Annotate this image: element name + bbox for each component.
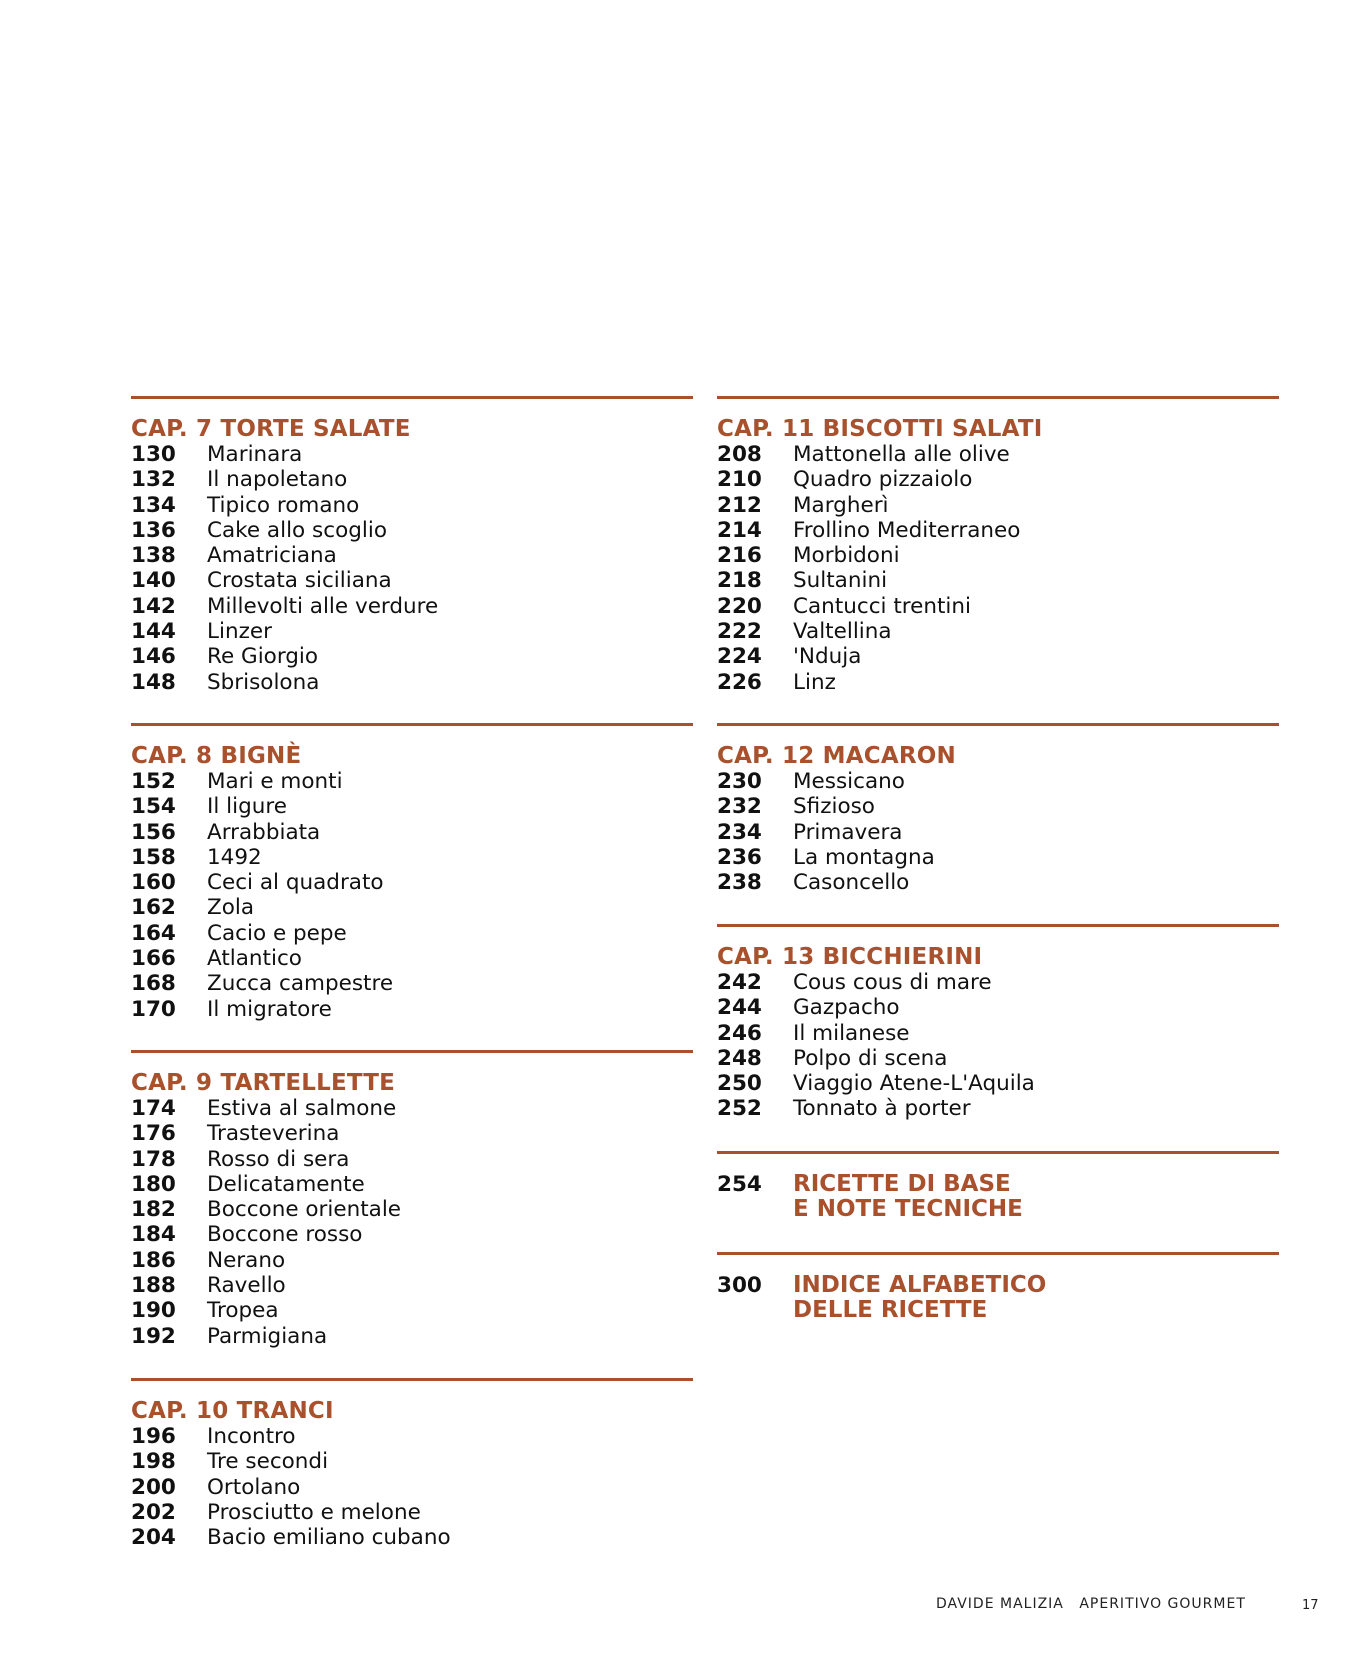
toc-entry — [131, 1121, 693, 1146]
recipe-title: Valtellina — [793, 619, 892, 645]
recipe-title: Ravello — [207, 1273, 286, 1299]
toc-entry — [131, 1197, 693, 1222]
toc-entry — [717, 670, 1279, 695]
page-number: 250 — [717, 1071, 762, 1097]
toc-entry — [717, 493, 1279, 518]
recipe-title: Atlantico — [207, 946, 302, 972]
appendix-section — [717, 1151, 1279, 1222]
recipe-title: Frollino Mediterraneo — [793, 517, 1021, 543]
toc-entry — [131, 670, 693, 695]
page-number: 198 — [131, 1449, 176, 1475]
recipe-title: Il ligure — [207, 794, 287, 820]
chapter-heading: CAP. 10 TRANCI — [131, 1398, 334, 1424]
recipe-title: Il napoletano — [207, 467, 348, 493]
recipe-title: Incontro — [207, 1424, 296, 1449]
toc-entry — [131, 568, 693, 593]
toc-entry — [131, 1324, 693, 1349]
recipe-title: Gazpacho — [793, 995, 900, 1021]
recipe-title: Rosso di sera — [207, 1146, 350, 1172]
recipe-title: Sultanini — [793, 568, 888, 594]
toc-entry — [717, 568, 1279, 593]
recipe-title: Sfizioso — [793, 794, 875, 820]
recipe-title: 1492 — [207, 844, 262, 870]
toc-entry — [131, 870, 693, 895]
page-number: 196 — [131, 1424, 176, 1449]
page-number: 184 — [131, 1222, 176, 1248]
toc-entry — [131, 493, 693, 518]
page-number: 140 — [131, 568, 176, 594]
page-number: 144 — [131, 619, 176, 645]
section-divider — [131, 723, 693, 726]
recipe-title: Morbidoni — [793, 543, 900, 569]
page-number: 230 — [717, 769, 762, 794]
toc-entry — [131, 1500, 693, 1525]
chapter-heading: CAP. 9 TARTELLETTE — [131, 1070, 396, 1096]
chapter-heading: CAP. 8 BIGNÈ — [131, 743, 302, 769]
page-number: 192 — [131, 1323, 176, 1349]
recipe-title: Mari e monti — [207, 769, 343, 794]
toc-entry — [717, 995, 1279, 1020]
page-number: 130 — [131, 442, 176, 467]
appendix-title-continued: DELLE RICETTE — [793, 1297, 988, 1323]
toc-entry — [717, 1071, 1279, 1096]
page-number: 156 — [131, 819, 176, 845]
page-number: 146 — [131, 644, 176, 670]
chapter-section — [717, 396, 1279, 695]
recipe-title: Ceci al quadrato — [207, 870, 384, 896]
toc-entry — [131, 921, 693, 946]
section-divider — [717, 1151, 1279, 1154]
toc-entry — [131, 1525, 693, 1550]
page-number: 186 — [131, 1247, 176, 1273]
toc-entry — [717, 644, 1279, 669]
page-number: 204 — [131, 1525, 176, 1551]
toc-entry — [131, 594, 693, 619]
toc-entry — [131, 971, 693, 996]
page-number: 222 — [717, 619, 762, 645]
toc-entry — [131, 1248, 693, 1273]
page-number: 246 — [717, 1020, 762, 1046]
page-number: 202 — [131, 1499, 176, 1525]
recipe-title: Viaggio Atene-L'Aquila — [793, 1071, 1035, 1097]
page-number: 148 — [131, 669, 176, 695]
recipe-title: Bacio emiliano cubano — [207, 1525, 451, 1551]
appendix-section — [717, 1252, 1279, 1323]
toc-entry — [131, 1147, 693, 1172]
chapter-heading: CAP. 11 BISCOTTI SALATI — [717, 416, 1043, 442]
footer-author: DAVIDE MALIZIA — [936, 1596, 1064, 1612]
toc-entry — [717, 845, 1279, 870]
page-number: 210 — [717, 467, 762, 493]
page-number: 142 — [131, 593, 176, 619]
chapter-section — [131, 1378, 693, 1550]
section-divider — [131, 1378, 693, 1381]
page-number: 218 — [717, 568, 762, 594]
toc-entry — [131, 820, 693, 845]
toc-entry — [131, 518, 693, 543]
page-number: 188 — [131, 1273, 176, 1299]
recipe-title: Estiva al salmone — [207, 1096, 397, 1121]
toc-entry — [131, 946, 693, 971]
toc-entry — [717, 442, 1279, 467]
page-number: 138 — [131, 543, 176, 569]
page-number: 212 — [717, 492, 762, 518]
page-number: 136 — [131, 517, 176, 543]
page-number: 170 — [131, 996, 176, 1022]
page-number: 174 — [131, 1096, 176, 1121]
chapter-heading: CAP. 7 TORTE SALATE — [131, 416, 411, 442]
chapter-section — [131, 723, 693, 1022]
page-number: 220 — [717, 593, 762, 619]
recipe-title: Nerano — [207, 1247, 286, 1273]
recipe-title: Trasteverina — [207, 1121, 340, 1147]
toc-entry — [131, 1298, 693, 1323]
page-number: 178 — [131, 1146, 176, 1172]
recipe-title: Tre secondi — [207, 1449, 329, 1475]
page-number: 214 — [717, 517, 762, 543]
recipe-title: Millevolti alle verdure — [207, 593, 439, 619]
page-number: 238 — [717, 870, 762, 896]
toc-entry — [717, 794, 1279, 819]
footer-book-title: APERITIVO GOURMET — [1079, 1596, 1246, 1612]
toc-entry — [131, 1273, 693, 1298]
page-number: 216 — [717, 543, 762, 569]
chapter-section — [131, 396, 693, 695]
toc-entry — [131, 895, 693, 920]
recipe-title: Mattonella alle olive — [793, 442, 1010, 467]
chapter-section — [717, 723, 1279, 895]
page-number: 176 — [131, 1121, 176, 1147]
page-number: 232 — [717, 794, 762, 820]
recipe-title: Delicatamente — [207, 1171, 365, 1197]
toc-entry — [131, 997, 693, 1022]
page-number: 254 — [717, 1172, 762, 1197]
recipe-title: Margherì — [793, 492, 889, 518]
toc-entry — [717, 1021, 1279, 1046]
recipe-title: Casoncello — [793, 870, 910, 896]
section-divider — [717, 924, 1279, 927]
toc-entry — [131, 1222, 693, 1247]
section-divider — [717, 1252, 1279, 1255]
page-number: 182 — [131, 1197, 176, 1223]
page-number: 236 — [717, 844, 762, 870]
recipe-title: Tropea — [207, 1298, 279, 1324]
folio-page-number: 17 — [1302, 1598, 1319, 1613]
toc-entry — [717, 543, 1279, 568]
recipe-title: Polpo di scena — [793, 1045, 948, 1071]
recipe-title: Il milanese — [793, 1020, 910, 1046]
toc-entry — [131, 769, 693, 794]
toc-entry — [717, 870, 1279, 895]
chapter-section — [131, 1050, 693, 1349]
page-number: 300 — [717, 1273, 762, 1298]
running-footer — [936, 1596, 1256, 1612]
page-number: 208 — [717, 442, 762, 467]
recipe-title: Marinara — [207, 442, 303, 467]
page-number: 160 — [131, 870, 176, 896]
toc-entry — [717, 619, 1279, 644]
recipe-title: Zucca campestre — [207, 971, 394, 997]
recipe-title: Cacio e pepe — [207, 920, 347, 946]
recipe-title: Sbrisolona — [207, 669, 320, 695]
page-number: 244 — [717, 995, 762, 1021]
recipe-title: Re Giorgio — [207, 644, 319, 670]
toc-entry — [131, 845, 693, 870]
recipe-title: 'Nduja — [793, 644, 862, 670]
recipe-title: Primavera — [793, 819, 903, 845]
recipe-title: Il migratore — [207, 996, 332, 1022]
page-number: 180 — [131, 1171, 176, 1197]
page-number: 166 — [131, 946, 176, 972]
toc-entry — [131, 467, 693, 492]
page-number: 190 — [131, 1298, 176, 1324]
page-number: 200 — [131, 1474, 176, 1500]
toc-entry — [717, 1096, 1279, 1121]
toc-entry — [131, 1096, 693, 1121]
page-number: 134 — [131, 492, 176, 518]
recipe-title: Ortolano — [207, 1474, 301, 1500]
page-number: 152 — [131, 769, 176, 794]
toc-entry — [131, 1424, 693, 1449]
page-number: 248 — [717, 1045, 762, 1071]
section-divider — [717, 396, 1279, 399]
page-number: 234 — [717, 819, 762, 845]
toc-entry — [131, 619, 693, 644]
appendix-title-continued: E NOTE TECNICHE — [793, 1196, 1023, 1222]
recipe-title: Cantucci trentini — [793, 593, 971, 619]
page-number: 132 — [131, 467, 176, 493]
recipe-title: Cous cous di mare — [793, 970, 992, 995]
recipe-title: Tonnato à porter — [793, 1096, 971, 1122]
page-number: 242 — [717, 970, 762, 995]
recipe-title: Cake allo scoglio — [207, 517, 387, 543]
section-divider — [131, 1050, 693, 1053]
toc-entry — [717, 970, 1279, 995]
section-divider — [131, 396, 693, 399]
recipe-title: Arrabbiata — [207, 819, 321, 845]
appendix-title: INDICE ALFABETICO — [793, 1272, 1047, 1298]
toc-entry — [717, 1046, 1279, 1071]
recipe-title: Linzer — [207, 619, 272, 645]
toc-entry — [131, 1449, 693, 1474]
recipe-title: Crostata siciliana — [207, 568, 392, 594]
section-divider — [717, 723, 1279, 726]
toc-entry — [717, 769, 1279, 794]
recipe-title: Messicano — [793, 769, 905, 794]
toc-entry — [131, 1475, 693, 1500]
recipe-title: Amatriciana — [207, 543, 337, 569]
page-number: 154 — [131, 794, 176, 820]
page-number: 158 — [131, 844, 176, 870]
recipe-title: Boccone orientale — [207, 1197, 402, 1223]
page-number: 164 — [131, 920, 176, 946]
toc-entry — [131, 794, 693, 819]
toc-entry — [131, 442, 693, 467]
recipe-title: Boccone rosso — [207, 1222, 363, 1248]
page-number: 168 — [131, 971, 176, 997]
recipe-title: La montagna — [793, 844, 935, 870]
toc-entry — [717, 467, 1279, 492]
page-number: 252 — [717, 1096, 762, 1122]
page-number: 224 — [717, 644, 762, 670]
chapter-section — [717, 924, 1279, 1122]
toc-entry — [131, 543, 693, 568]
page-number: 226 — [717, 669, 762, 695]
recipe-title: Tipico romano — [207, 492, 360, 518]
recipe-title: Parmigiana — [207, 1323, 328, 1349]
toc-entry — [717, 820, 1279, 845]
recipe-title: Zola — [207, 895, 255, 921]
chapter-heading: CAP. 13 BICCHIERINI — [717, 944, 983, 970]
toc-entry — [131, 644, 693, 669]
chapter-heading: CAP. 12 MACARON — [717, 743, 956, 769]
recipe-title: Quadro pizzaiolo — [793, 467, 973, 493]
recipe-title: Prosciutto e melone — [207, 1499, 421, 1525]
toc-entry — [717, 594, 1279, 619]
toc-entry — [717, 518, 1279, 543]
page-number: 162 — [131, 895, 176, 921]
toc-entry — [131, 1172, 693, 1197]
recipe-title: Linz — [793, 669, 836, 695]
appendix-title: RICETTE DI BASE — [793, 1171, 1011, 1197]
